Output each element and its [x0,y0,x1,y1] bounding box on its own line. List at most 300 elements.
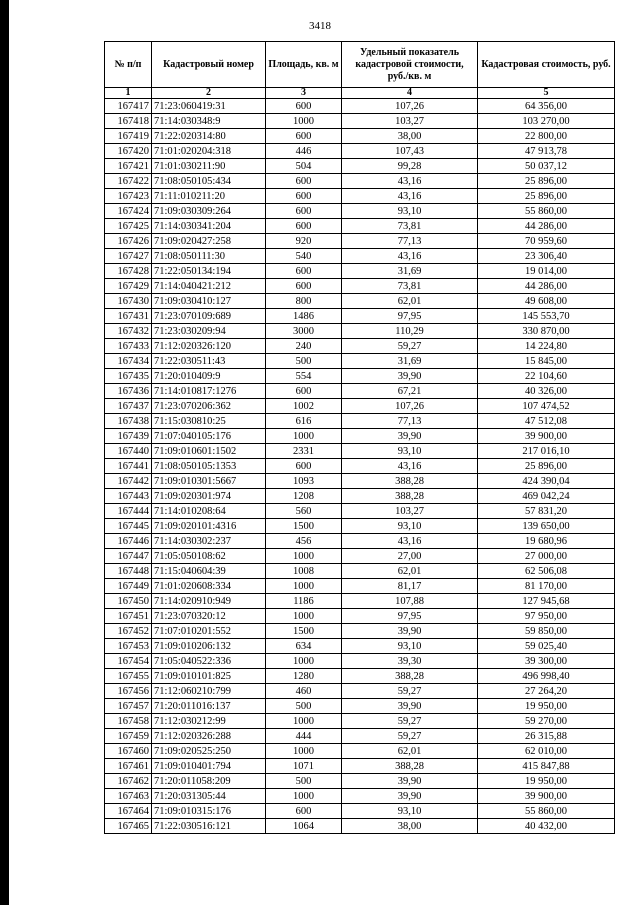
cadastral-value-cell: 44 286,00 [478,279,615,294]
area-cell: 554 [266,369,342,384]
cadastral-value-cell: 39 900,00 [478,789,615,804]
column-number: 4 [342,88,478,99]
unit-value-cell: 81,17 [342,579,478,594]
cadastral-value-cell: 50 037,12 [478,159,615,174]
unit-value-cell: 97,95 [342,309,478,324]
area-cell: 3000 [266,324,342,339]
cadastral-value-cell: 62 010,00 [478,744,615,759]
unit-value-cell: 39,90 [342,699,478,714]
cadastral-number-cell: 71:09:010206:132 [152,639,266,654]
table-row [105,684,615,699]
unit-value-cell: 93,10 [342,804,478,819]
area-cell: 1008 [266,564,342,579]
table-row [105,204,615,219]
cadastral-value-cell: 27 000,00 [478,549,615,564]
unit-value-cell: 38,00 [342,129,478,144]
header-unit-value: Удельный показатель кадастровой стоимости, руб./кв. м [342,42,478,88]
cadastral-value-cell: 19 950,00 [478,699,615,714]
area-cell: 560 [266,504,342,519]
cadastral-value-cell: 26 315,88 [478,729,615,744]
cadastral-value-cell: 22 104,60 [478,369,615,384]
cadastral-number-cell: 71:15:030810:25 [152,414,266,429]
area-cell: 1000 [266,429,342,444]
row-number-cell: 167462 [105,774,152,789]
cadastral-value-cell: 55 860,00 [478,804,615,819]
column-number: 1 [105,88,152,99]
header-row-number: № п/п [105,42,152,88]
unit-value-cell: 73,81 [342,219,478,234]
cadastral-number-cell: 71:22:050134:194 [152,264,266,279]
table-row [105,669,615,684]
area-cell: 1000 [266,789,342,804]
area-cell: 1500 [266,519,342,534]
area-cell: 1208 [266,489,342,504]
area-cell: 600 [266,219,342,234]
table-row [105,309,615,324]
unit-value-cell: 43,16 [342,189,478,204]
area-cell: 1280 [266,669,342,684]
cadastral-number-cell: 71:09:010401:794 [152,759,266,774]
table-row [105,519,615,534]
unit-value-cell: 93,10 [342,444,478,459]
unit-value-cell: 388,28 [342,759,478,774]
cadastral-number-cell: 71:09:010601:1502 [152,444,266,459]
cadastral-value-table [104,41,615,834]
unit-value-cell: 39,30 [342,654,478,669]
table-row [105,729,615,744]
area-cell: 446 [266,144,342,159]
cadastral-value-cell: 62 506,08 [478,564,615,579]
unit-value-cell: 59,27 [342,729,478,744]
area-cell: 600 [266,804,342,819]
header-area: Площадь, кв. м [266,42,342,88]
cadastral-value-cell: 145 553,70 [478,309,615,324]
row-number-cell: 167457 [105,699,152,714]
area-cell: 600 [266,99,342,114]
cadastral-value-cell: 64 356,00 [478,99,615,114]
cadastral-value-cell: 97 950,00 [478,609,615,624]
cadastral-number-cell: 71:20:010409:9 [152,369,266,384]
cadastral-number-cell: 71:23:070109:689 [152,309,266,324]
row-number-cell: 167445 [105,519,152,534]
cadastral-number-cell: 71:22:020314:80 [152,129,266,144]
cadastral-value-cell: 19 680,96 [478,534,615,549]
table-row [105,714,615,729]
cadastral-number-cell: 71:07:010201:552 [152,624,266,639]
unit-value-cell: 103,27 [342,114,478,129]
area-cell: 1186 [266,594,342,609]
cadastral-value-cell: 19 014,00 [478,264,615,279]
unit-value-cell: 107,88 [342,594,478,609]
cadastral-value-cell: 40 432,00 [478,819,615,834]
table-row [105,219,615,234]
cadastral-number-cell: 71:22:030511:43 [152,354,266,369]
cadastral-number-cell: 71:20:011016:137 [152,699,266,714]
cadastral-value-cell: 139 650,00 [478,519,615,534]
unit-value-cell: 62,01 [342,564,478,579]
area-cell: 600 [266,189,342,204]
unit-value-cell: 39,90 [342,369,478,384]
cadastral-number-cell: 71:01:020608:334 [152,579,266,594]
area-cell: 456 [266,534,342,549]
table-row [105,579,615,594]
cadastral-value-cell: 55 860,00 [478,204,615,219]
cadastral-value-cell: 103 270,00 [478,114,615,129]
cadastral-value-cell: 59 270,00 [478,714,615,729]
row-number-cell: 167444 [105,504,152,519]
row-number-cell: 167427 [105,249,152,264]
unit-value-cell: 77,13 [342,414,478,429]
table-row [105,324,615,339]
table-row [105,279,615,294]
unit-value-cell: 43,16 [342,249,478,264]
cadastral-number-cell: 71:09:020525:250 [152,744,266,759]
table-row [105,264,615,279]
area-cell: 1002 [266,399,342,414]
row-number-cell: 167459 [105,729,152,744]
table-row [105,444,615,459]
cadastral-value-cell: 25 896,00 [478,174,615,189]
area-cell: 444 [266,729,342,744]
cadastral-value-cell: 27 264,20 [478,684,615,699]
cadastral-value-cell: 59 850,00 [478,624,615,639]
table-row [105,414,615,429]
row-number-cell: 167425 [105,219,152,234]
cadastral-value-cell: 39 300,00 [478,654,615,669]
table-row [105,489,615,504]
table-row [105,474,615,489]
table-body [105,99,615,834]
area-cell: 1500 [266,624,342,639]
cadastral-number-cell: 71:09:020301:974 [152,489,266,504]
cadastral-number-cell: 71:12:030212:99 [152,714,266,729]
unit-value-cell: 97,95 [342,609,478,624]
unit-value-cell: 93,10 [342,639,478,654]
table-row [105,99,615,114]
table-header-row [105,42,615,88]
row-number-cell: 167443 [105,489,152,504]
unit-value-cell: 59,27 [342,684,478,699]
cadastral-number-cell: 71:12:020326:288 [152,729,266,744]
area-cell: 500 [266,774,342,789]
scan-edge-bar [0,0,9,905]
unit-value-cell: 388,28 [342,489,478,504]
cadastral-value-cell: 25 896,00 [478,189,615,204]
cadastral-number-cell: 71:23:060419:31 [152,99,266,114]
cadastral-value-cell: 14 224,80 [478,339,615,354]
unit-value-cell: 39,90 [342,774,478,789]
area-cell: 600 [266,174,342,189]
row-number-cell: 167461 [105,759,152,774]
table-row [105,534,615,549]
row-number-cell: 167465 [105,819,152,834]
area-cell: 2331 [266,444,342,459]
unit-value-cell: 59,27 [342,339,478,354]
cadastral-number-cell: 71:09:020427:258 [152,234,266,249]
row-number-cell: 167447 [105,549,152,564]
row-number-cell: 167442 [105,474,152,489]
column-number: 5 [478,88,615,99]
row-number-cell: 167430 [105,294,152,309]
row-number-cell: 167451 [105,609,152,624]
table-row [105,294,615,309]
row-number-cell: 167432 [105,324,152,339]
area-cell: 1093 [266,474,342,489]
cadastral-value-cell: 127 945,68 [478,594,615,609]
cadastral-value-cell: 59 025,40 [478,639,615,654]
table-row [105,819,615,834]
area-cell: 1000 [266,114,342,129]
cadastral-number-cell: 71:05:050108:62 [152,549,266,564]
unit-value-cell: 31,69 [342,354,478,369]
cadastral-number-cell: 71:08:050105:434 [152,174,266,189]
unit-value-cell: 93,10 [342,204,478,219]
cadastral-number-cell: 71:12:060210:799 [152,684,266,699]
cadastral-value-cell: 217 016,10 [478,444,615,459]
row-number-cell: 167436 [105,384,152,399]
unit-value-cell: 388,28 [342,474,478,489]
table-row [105,144,615,159]
cadastral-value-cell: 496 998,40 [478,669,615,684]
row-number-cell: 167428 [105,264,152,279]
area-cell: 1000 [266,744,342,759]
cadastral-value-cell: 40 326,00 [478,384,615,399]
cadastral-number-cell: 71:15:040604:39 [152,564,266,579]
area-cell: 500 [266,354,342,369]
unit-value-cell: 73,81 [342,279,478,294]
area-cell: 540 [266,249,342,264]
cadastral-number-cell: 71:14:010208:64 [152,504,266,519]
cadastral-number-cell: 71:05:040522:336 [152,654,266,669]
row-number-cell: 167450 [105,594,152,609]
row-number-cell: 167419 [105,129,152,144]
cadastral-value-cell: 330 870,00 [478,324,615,339]
row-number-cell: 167421 [105,159,152,174]
unit-value-cell: 110,29 [342,324,478,339]
cadastral-number-cell: 71:14:020910:949 [152,594,266,609]
row-number-cell: 167417 [105,99,152,114]
area-cell: 616 [266,414,342,429]
cadastral-number-cell: 71:23:070320:12 [152,609,266,624]
row-number-cell: 167429 [105,279,152,294]
table-row [105,459,615,474]
cadastral-number-cell: 71:23:030209:94 [152,324,266,339]
header-cadastral-value: Кадастровая стоимость, руб. [478,42,615,88]
table-row [105,429,615,444]
unit-value-cell: 99,28 [342,159,478,174]
row-number-cell: 167418 [105,114,152,129]
cadastral-number-cell: 71:09:030410:127 [152,294,266,309]
table-row [105,789,615,804]
cadastral-number-cell: 71:08:050111:30 [152,249,266,264]
table-row [105,744,615,759]
table-row [105,399,615,414]
table-row [105,354,615,369]
table-row [105,234,615,249]
table-row [105,654,615,669]
cadastral-number-cell: 71:23:070206:362 [152,399,266,414]
row-number-cell: 167433 [105,339,152,354]
cadastral-value-cell: 19 950,00 [478,774,615,789]
area-cell: 1000 [266,609,342,624]
table-row [105,699,615,714]
unit-value-cell: 39,90 [342,624,478,639]
cadastral-value-cell: 25 896,00 [478,459,615,474]
cadastral-number-cell: 71:12:020326:120 [152,339,266,354]
row-number-cell: 167420 [105,144,152,159]
table-row [105,129,615,144]
cadastral-value-cell: 22 800,00 [478,129,615,144]
area-cell: 1000 [266,654,342,669]
table-row [105,624,615,639]
cadastral-number-cell: 71:14:010817:1276 [152,384,266,399]
table-row [105,159,615,174]
area-cell: 460 [266,684,342,699]
unit-value-cell: 62,01 [342,744,478,759]
unit-value-cell: 38,00 [342,819,478,834]
unit-value-cell: 77,13 [342,234,478,249]
row-number-cell: 167454 [105,654,152,669]
cadastral-value-cell: 23 306,40 [478,249,615,264]
column-number-row [105,88,615,99]
row-number-cell: 167464 [105,804,152,819]
cadastral-number-cell: 71:20:031305:44 [152,789,266,804]
cadastral-value-cell: 15 845,00 [478,354,615,369]
table-row [105,189,615,204]
cadastral-value-cell: 81 170,00 [478,579,615,594]
area-cell: 920 [266,234,342,249]
row-number-cell: 167455 [105,669,152,684]
cadastral-value-cell: 415 847,88 [478,759,615,774]
area-cell: 500 [266,699,342,714]
table-row [105,339,615,354]
column-number: 3 [266,88,342,99]
area-cell: 1486 [266,309,342,324]
unit-value-cell: 388,28 [342,669,478,684]
area-cell: 600 [266,279,342,294]
row-number-cell: 167449 [105,579,152,594]
row-number-cell: 167437 [105,399,152,414]
table-row [105,384,615,399]
area-cell: 1064 [266,819,342,834]
area-cell: 600 [266,384,342,399]
table-row [105,549,615,564]
table-row [105,114,615,129]
cadastral-number-cell: 71:01:020204:318 [152,144,266,159]
row-number-cell: 167423 [105,189,152,204]
cadastral-number-cell: 71:14:030341:204 [152,219,266,234]
table-row [105,804,615,819]
unit-value-cell: 43,16 [342,459,478,474]
unit-value-cell: 59,27 [342,714,478,729]
unit-value-cell: 31,69 [342,264,478,279]
table-row [105,369,615,384]
unit-value-cell: 67,21 [342,384,478,399]
unit-value-cell: 107,43 [342,144,478,159]
table-row [105,174,615,189]
table-row [105,759,615,774]
row-number-cell: 167431 [105,309,152,324]
table-row [105,564,615,579]
cadastral-number-cell: 71:11:010211:20 [152,189,266,204]
cadastral-value-cell: 47 512,08 [478,414,615,429]
unit-value-cell: 43,16 [342,174,478,189]
row-number-cell: 167435 [105,369,152,384]
unit-value-cell: 39,90 [342,429,478,444]
area-cell: 800 [266,294,342,309]
table-row [105,609,615,624]
row-number-cell: 167452 [105,624,152,639]
row-number-cell: 167426 [105,234,152,249]
area-cell: 504 [266,159,342,174]
cadastral-number-cell: 71:09:030309:264 [152,204,266,219]
row-number-cell: 167460 [105,744,152,759]
unit-value-cell: 93,10 [342,519,478,534]
table-row [105,639,615,654]
cadastral-number-cell: 71:09:010301:5667 [152,474,266,489]
area-cell: 600 [266,129,342,144]
area-cell: 240 [266,339,342,354]
unit-value-cell: 43,16 [342,534,478,549]
row-number-cell: 167463 [105,789,152,804]
cadastral-value-cell: 107 474,52 [478,399,615,414]
cadastral-value-cell: 39 900,00 [478,429,615,444]
cadastral-number-cell: 71:09:020101:4316 [152,519,266,534]
area-cell: 634 [266,639,342,654]
cadastral-value-cell: 424 390,04 [478,474,615,489]
row-number-cell: 167434 [105,354,152,369]
cadastral-number-cell: 71:22:030516:121 [152,819,266,834]
area-cell: 600 [266,204,342,219]
row-number-cell: 167439 [105,429,152,444]
row-number-cell: 167448 [105,564,152,579]
cadastral-value-cell: 469 042,24 [478,489,615,504]
cadastral-value-cell: 44 286,00 [478,219,615,234]
row-number-cell: 167424 [105,204,152,219]
row-number-cell: 167453 [105,639,152,654]
row-number-cell: 167458 [105,714,152,729]
page-number: 3418 [309,20,331,32]
area-cell: 600 [266,459,342,474]
row-number-cell: 167422 [105,174,152,189]
unit-value-cell: 107,26 [342,99,478,114]
cadastral-value-cell: 57 831,20 [478,504,615,519]
row-number-cell: 167456 [105,684,152,699]
area-cell: 1000 [266,549,342,564]
cadastral-number-cell: 71:07:040105:176 [152,429,266,444]
column-number: 2 [152,88,266,99]
cadastral-number-cell: 71:20:011058:209 [152,774,266,789]
cadastral-value-cell: 47 913,78 [478,144,615,159]
table-row [105,249,615,264]
cadastral-value-cell: 70 959,60 [478,234,615,249]
cadastral-number-cell: 71:08:050105:1353 [152,459,266,474]
area-cell: 1000 [266,579,342,594]
cadastral-number-cell: 71:14:040421:212 [152,279,266,294]
cadastral-value-cell: 49 608,00 [478,294,615,309]
table-row [105,594,615,609]
area-cell: 1000 [266,714,342,729]
unit-value-cell: 103,27 [342,504,478,519]
cadastral-number-cell: 71:09:010101:825 [152,669,266,684]
unit-value-cell: 27,00 [342,549,478,564]
row-number-cell: 167440 [105,444,152,459]
area-cell: 1071 [266,759,342,774]
row-number-cell: 167446 [105,534,152,549]
row-number-cell: 167441 [105,459,152,474]
cadastral-number-cell: 71:14:030348:9 [152,114,266,129]
header-cadastral-number: Кадастровый номер [152,42,266,88]
